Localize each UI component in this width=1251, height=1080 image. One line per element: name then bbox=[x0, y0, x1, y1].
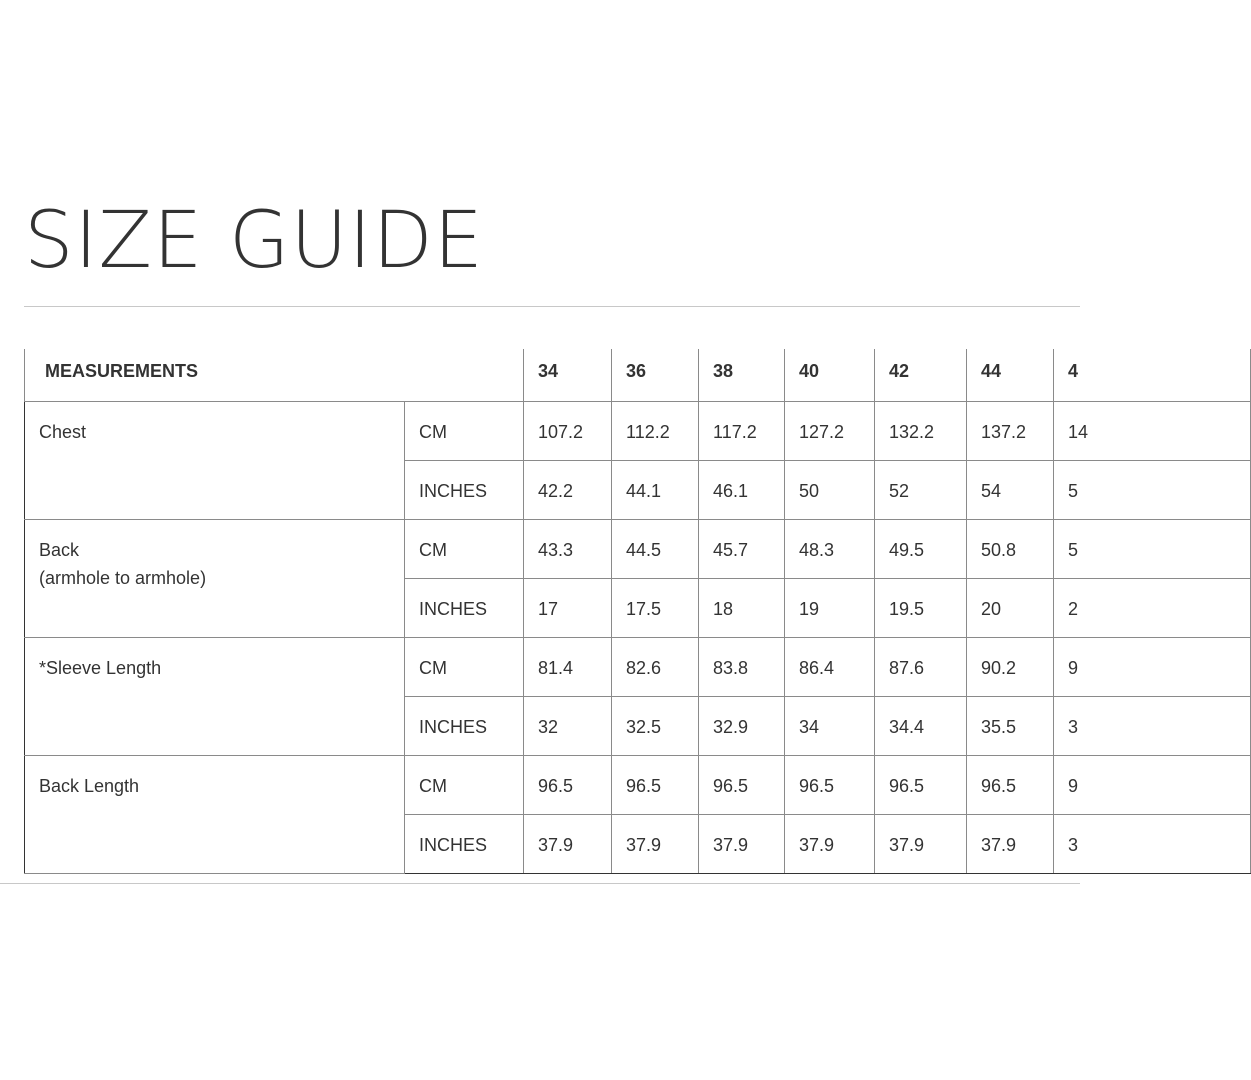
unit-cell: CM bbox=[405, 637, 524, 696]
value-cell: 48.3 bbox=[785, 519, 875, 578]
value-cell: 86.4 bbox=[785, 637, 875, 696]
value-cell: 96.5 bbox=[612, 755, 699, 814]
unit-cell: INCHES bbox=[405, 814, 524, 873]
table-row bbox=[25, 519, 1251, 578]
value-cell: 37.9 bbox=[967, 814, 1054, 873]
size-header: 4 bbox=[1054, 349, 1251, 401]
table-header-row bbox=[25, 349, 1251, 401]
value-cell: 137.2 bbox=[967, 401, 1054, 460]
value-cell: 96.5 bbox=[699, 755, 785, 814]
measurement-label-cell bbox=[25, 401, 405, 519]
value-cell: 3 bbox=[1054, 696, 1251, 755]
value-cell: 81.4 bbox=[524, 637, 612, 696]
value-cell: 44.1 bbox=[612, 460, 699, 519]
value-cell: 3 bbox=[1054, 814, 1251, 873]
value-cell: 19.5 bbox=[875, 578, 967, 637]
bottom-divider bbox=[0, 883, 1080, 884]
table-row bbox=[25, 637, 1251, 696]
measurements-header: MEASUREMENTS bbox=[25, 349, 524, 401]
value-cell: 87.6 bbox=[875, 637, 967, 696]
value-cell: 35.5 bbox=[967, 696, 1054, 755]
value-cell: 32.5 bbox=[612, 696, 699, 755]
value-cell: 96.5 bbox=[875, 755, 967, 814]
value-cell: 49.5 bbox=[875, 519, 967, 578]
measurement-label: *Sleeve Length bbox=[39, 657, 162, 678]
value-cell: 96.5 bbox=[785, 755, 875, 814]
value-cell: 90.2 bbox=[967, 637, 1054, 696]
size-header: 38 bbox=[699, 349, 785, 401]
unit-cell: INCHES bbox=[405, 460, 524, 519]
value-cell: 112.2 bbox=[612, 401, 699, 460]
unit-cell: CM bbox=[405, 755, 524, 814]
measurement-label: Back bbox=[39, 539, 80, 560]
size-header: 40 bbox=[785, 349, 875, 401]
value-cell: 43.3 bbox=[524, 519, 612, 578]
value-cell: 45.7 bbox=[699, 519, 785, 578]
unit-cell: INCHES bbox=[405, 578, 524, 637]
unit-cell: CM bbox=[405, 401, 524, 460]
size-table-container[interactable] bbox=[24, 349, 1089, 882]
value-cell: 5 bbox=[1054, 460, 1251, 519]
value-cell: 82.6 bbox=[612, 637, 699, 696]
value-cell: 32.9 bbox=[699, 696, 785, 755]
value-cell: 107.2 bbox=[524, 401, 612, 460]
size-header: 44 bbox=[967, 349, 1054, 401]
unit-cell: INCHES bbox=[405, 696, 524, 755]
measurement-label-cell bbox=[25, 519, 405, 637]
value-cell: 19 bbox=[785, 578, 875, 637]
value-cell: 34 bbox=[785, 696, 875, 755]
page-title: SIZE GUIDE bbox=[24, 196, 484, 286]
value-cell: 50 bbox=[785, 460, 875, 519]
measurement-label: Chest bbox=[39, 421, 87, 442]
value-cell: 17 bbox=[524, 578, 612, 637]
size-header: 36 bbox=[612, 349, 699, 401]
value-cell: 34.4 bbox=[875, 696, 967, 755]
value-cell: 37.9 bbox=[785, 814, 875, 873]
value-cell: 32 bbox=[524, 696, 612, 755]
value-cell: 37.9 bbox=[875, 814, 967, 873]
table-row bbox=[25, 755, 1251, 814]
value-cell: 96.5 bbox=[524, 755, 612, 814]
size-header: 42 bbox=[875, 349, 967, 401]
title-divider bbox=[24, 306, 1080, 307]
value-cell: 42.2 bbox=[524, 460, 612, 519]
value-cell: 46.1 bbox=[699, 460, 785, 519]
value-cell: 37.9 bbox=[524, 814, 612, 873]
value-cell: 5 bbox=[1054, 519, 1251, 578]
value-cell: 44.5 bbox=[612, 519, 699, 578]
value-cell: 37.9 bbox=[612, 814, 699, 873]
value-cell: 9 bbox=[1054, 637, 1251, 696]
value-cell: 2 bbox=[1054, 578, 1251, 637]
measurement-sublabel: (armhole to armhole) bbox=[39, 567, 207, 588]
value-cell: 18 bbox=[699, 578, 785, 637]
value-cell: 52 bbox=[875, 460, 967, 519]
size-table-body bbox=[25, 349, 1251, 873]
value-cell: 9 bbox=[1054, 755, 1251, 814]
value-cell: 17.5 bbox=[612, 578, 699, 637]
value-cell: 132.2 bbox=[875, 401, 967, 460]
value-cell: 127.2 bbox=[785, 401, 875, 460]
measurement-label: Back Length bbox=[39, 775, 140, 796]
value-cell: 117.2 bbox=[699, 401, 785, 460]
measurement-label-cell bbox=[25, 637, 405, 755]
value-cell: 37.9 bbox=[699, 814, 785, 873]
value-cell: 50.8 bbox=[967, 519, 1054, 578]
value-cell: 20 bbox=[967, 578, 1054, 637]
size-table bbox=[24, 349, 1251, 874]
unit-cell: CM bbox=[405, 519, 524, 578]
value-cell: 54 bbox=[967, 460, 1054, 519]
measurement-label-cell bbox=[25, 755, 405, 873]
value-cell: 83.8 bbox=[699, 637, 785, 696]
value-cell: 14 bbox=[1054, 401, 1251, 460]
size-header: 34 bbox=[524, 349, 612, 401]
value-cell: 96.5 bbox=[967, 755, 1054, 814]
table-row bbox=[25, 401, 1251, 460]
